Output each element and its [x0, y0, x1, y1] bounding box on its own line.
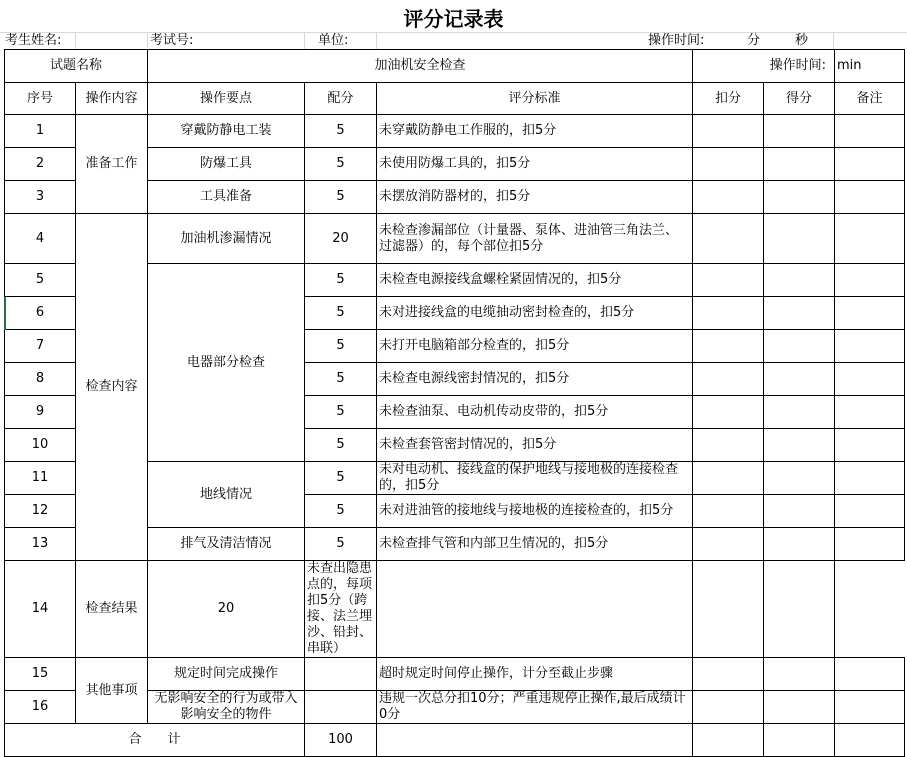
row-no: 2 — [5, 148, 76, 181]
score-cell[interactable] — [764, 658, 835, 691]
point-text: 无影响安全的行为或带入影响安全的物件 — [154, 691, 298, 722]
col-header-got: 得分 — [764, 83, 835, 115]
row-no: 11 — [5, 462, 76, 495]
remark-cell[interactable] — [835, 115, 905, 148]
row-point: 防爆工具 — [148, 148, 305, 181]
score-cell[interactable] — [764, 115, 835, 148]
name-label: 考生姓名: — [5, 33, 62, 48]
row-criteria: 未使用防爆工具的，扣5分 — [377, 148, 693, 181]
row-no: 5 — [5, 264, 76, 297]
header-row — [0, 32, 907, 49]
row-no: 1 — [5, 115, 76, 148]
score-cell[interactable] — [764, 297, 835, 330]
row-no: 9 — [5, 396, 76, 429]
col-header-no: 序号 — [5, 83, 76, 115]
row-criteria: 未穿戴防静电工作服的，扣5分 — [377, 115, 693, 148]
row-score — [305, 691, 377, 724]
col-header-points: 操作要点 — [148, 83, 305, 115]
row-score — [305, 658, 377, 691]
col-header-content: 操作内容 — [76, 83, 148, 115]
score-cell[interactable] — [764, 148, 835, 181]
deduct-cell[interactable] — [693, 181, 764, 214]
row-score: 5 — [305, 429, 377, 462]
remark-cell[interactable] — [835, 181, 905, 214]
total-criteria-cell[interactable] — [377, 724, 693, 757]
remark-cell[interactable] — [835, 297, 905, 330]
row-score: 20 — [148, 561, 305, 658]
item-name-label: 试题名称 — [5, 50, 148, 83]
unit-label: 单位: — [318, 33, 349, 48]
deduct-cell[interactable] — [693, 462, 764, 495]
row-point — [148, 691, 305, 724]
col-header-criteria: 评分标准 — [377, 83, 693, 115]
deduct-cell[interactable] — [693, 691, 764, 724]
row-score: 5 — [305, 181, 377, 214]
remark-cell[interactable] — [764, 561, 835, 658]
remark-cell[interactable] — [835, 264, 905, 297]
criteria-text: 未对进油管的接地线与接地极的连接检查的，扣5分 — [379, 503, 674, 518]
table-row — [5, 214, 905, 264]
remark-cell[interactable] — [835, 691, 905, 724]
table-row — [5, 115, 905, 148]
row-no: 3 — [5, 181, 76, 214]
row-point: 地线情况 — [148, 462, 305, 528]
remark-cell[interactable] — [835, 214, 905, 264]
page-title: 评分记录表 — [403, 6, 504, 31]
row-point: 穿戴防静电工装 — [148, 115, 305, 148]
total-deduct-cell[interactable] — [693, 724, 764, 757]
op-time-unit: min — [835, 50, 905, 83]
group-other: 其他事项 — [76, 658, 148, 724]
col-header-remark: 备注 — [835, 83, 905, 115]
row-criteria: 超时规定时间停止操作，计分至截止步骤 — [377, 658, 693, 691]
deduct-cell[interactable] — [693, 264, 764, 297]
score-cell[interactable] — [764, 495, 835, 528]
deduct-cell[interactable] — [693, 658, 764, 691]
row-no: 15 — [5, 658, 76, 691]
op-time-label: 操作时间: — [693, 50, 835, 83]
row-score: 5 — [305, 264, 377, 297]
remark-cell[interactable] — [835, 429, 905, 462]
row-point: 加油机渗漏情况 — [148, 214, 305, 264]
score-table — [4, 49, 905, 757]
row-criteria: 未打开电脑箱部分检查的，扣5分 — [377, 330, 693, 363]
row-no: 13 — [5, 528, 76, 561]
remark-cell[interactable] — [835, 148, 905, 181]
row-criteria — [377, 214, 693, 264]
score-cell[interactable] — [764, 528, 835, 561]
row-point: 工具准备 — [148, 181, 305, 214]
deduct-cell[interactable] — [693, 396, 764, 429]
score-cell[interactable] — [764, 396, 835, 429]
deduct-cell[interactable] — [693, 429, 764, 462]
criteria-text: 未查出隐患点的，每项扣5分（跨接、法兰埋沙、铅封、串联） — [307, 561, 373, 656]
score-cell[interactable] — [693, 561, 764, 658]
row-score: 20 — [305, 214, 377, 264]
row-score: 5 — [305, 330, 377, 363]
remark-cell[interactable] — [835, 462, 905, 495]
row-criteria — [377, 462, 693, 495]
deduct-cell[interactable] — [693, 330, 764, 363]
item-name-value[interactable]: 加油机安全检查 — [148, 50, 693, 83]
row-no: 8 — [5, 363, 76, 396]
score-cell[interactable] — [764, 214, 835, 264]
score-cell[interactable] — [764, 181, 835, 214]
deduct-cell[interactable] — [693, 297, 764, 330]
deduct-cell[interactable] — [377, 561, 693, 658]
deduct-cell[interactable] — [693, 214, 764, 264]
group-check: 检查内容 — [76, 214, 148, 561]
row-no: 12 — [5, 495, 76, 528]
remark-cell[interactable] — [835, 363, 905, 396]
score-cell[interactable] — [764, 462, 835, 495]
item-name-row — [5, 50, 905, 83]
row-no: 16 — [5, 691, 76, 724]
total-row — [5, 724, 905, 757]
row-criteria: 未对进接线盒的电缆抽动密封检查的，扣5分 — [377, 297, 693, 330]
row-score: 5 — [305, 297, 377, 330]
table-row — [5, 658, 905, 691]
row-criteria: 未检查电源接线盒螺栓紧固情况的，扣5分 — [377, 264, 693, 297]
score-cell[interactable] — [764, 429, 835, 462]
row-score: 5 — [305, 495, 377, 528]
row-criteria — [377, 495, 693, 528]
deduct-cell[interactable] — [693, 115, 764, 148]
row-no: 14 — [5, 561, 76, 658]
total-label: 合 计 — [5, 724, 305, 757]
row-score: 5 — [305, 115, 377, 148]
criteria-text: 未检查渗漏部位（计量器、泵体、进油管三角法兰、过滤器）的，每个部位扣5分 — [379, 222, 679, 254]
group-prep: 准备工作 — [76, 115, 148, 214]
score-cell[interactable] — [764, 691, 835, 724]
deduct-cell[interactable] — [693, 148, 764, 181]
column-header-row — [5, 83, 905, 115]
row-no: 6 — [5, 297, 76, 330]
score-cell[interactable] — [764, 330, 835, 363]
row-criteria: 未检查油泵、电动机传动皮带的，扣5分 — [377, 396, 693, 429]
row-point: 电器部分检查 — [148, 264, 305, 462]
total-remark-cell[interactable] — [835, 724, 905, 757]
criteria-text: 违规一次总分扣10分；严重违规停止操作,最后成绩计0分 — [379, 691, 686, 722]
exam-no-label: 考试号: — [150, 33, 194, 48]
row-no: 10 — [5, 429, 76, 462]
deduct-cell[interactable] — [693, 528, 764, 561]
row-criteria: 未检查电源线密封情况的，扣5分 — [377, 363, 693, 396]
row-score: 5 — [305, 462, 377, 495]
row-point: 规定时间完成操作 — [148, 658, 305, 691]
deduct-cell[interactable] — [693, 495, 764, 528]
row-criteria: 未摆放消防器材的，扣5分 — [377, 181, 693, 214]
row-score: 5 — [305, 528, 377, 561]
cell-selection-marker — [4, 297, 6, 330]
deduct-cell[interactable] — [693, 363, 764, 396]
row-criteria — [305, 561, 377, 658]
row-criteria: 未检查套管密封情况的，扣5分 — [377, 429, 693, 462]
row-criteria: 未检查排气管和内部卫生情况的，扣5分 — [377, 528, 693, 561]
seconds-label: 秒 — [795, 33, 809, 48]
col-header-score: 配分 — [305, 83, 377, 115]
row-score: 5 — [305, 148, 377, 181]
remark-cell[interactable] — [835, 658, 905, 691]
row-point: 排气及清洁情况 — [148, 528, 305, 561]
row-no: 7 — [5, 330, 76, 363]
remark-cell[interactable] — [835, 528, 905, 561]
total-score: 100 — [305, 724, 377, 757]
criteria-text: 未对电动机、接线盒的保护地线与接地极的连接检查的，扣5分 — [379, 462, 679, 493]
table-row — [5, 561, 905, 658]
minutes-label: 分 — [747, 33, 761, 48]
total-got-cell[interactable] — [764, 724, 835, 757]
remark-cell[interactable] — [835, 495, 905, 528]
row-criteria — [377, 691, 693, 724]
row-score: 5 — [305, 363, 377, 396]
remark-cell[interactable] — [835, 396, 905, 429]
row-score: 5 — [305, 396, 377, 429]
score-cell[interactable] — [764, 264, 835, 297]
row-point: 检查结果 — [76, 561, 148, 658]
score-cell[interactable] — [764, 363, 835, 396]
remark-cell[interactable] — [835, 330, 905, 363]
op-time-label: 操作时间: — [648, 33, 705, 48]
row-no: 4 — [5, 214, 76, 264]
col-header-deduct: 扣分 — [693, 83, 764, 115]
